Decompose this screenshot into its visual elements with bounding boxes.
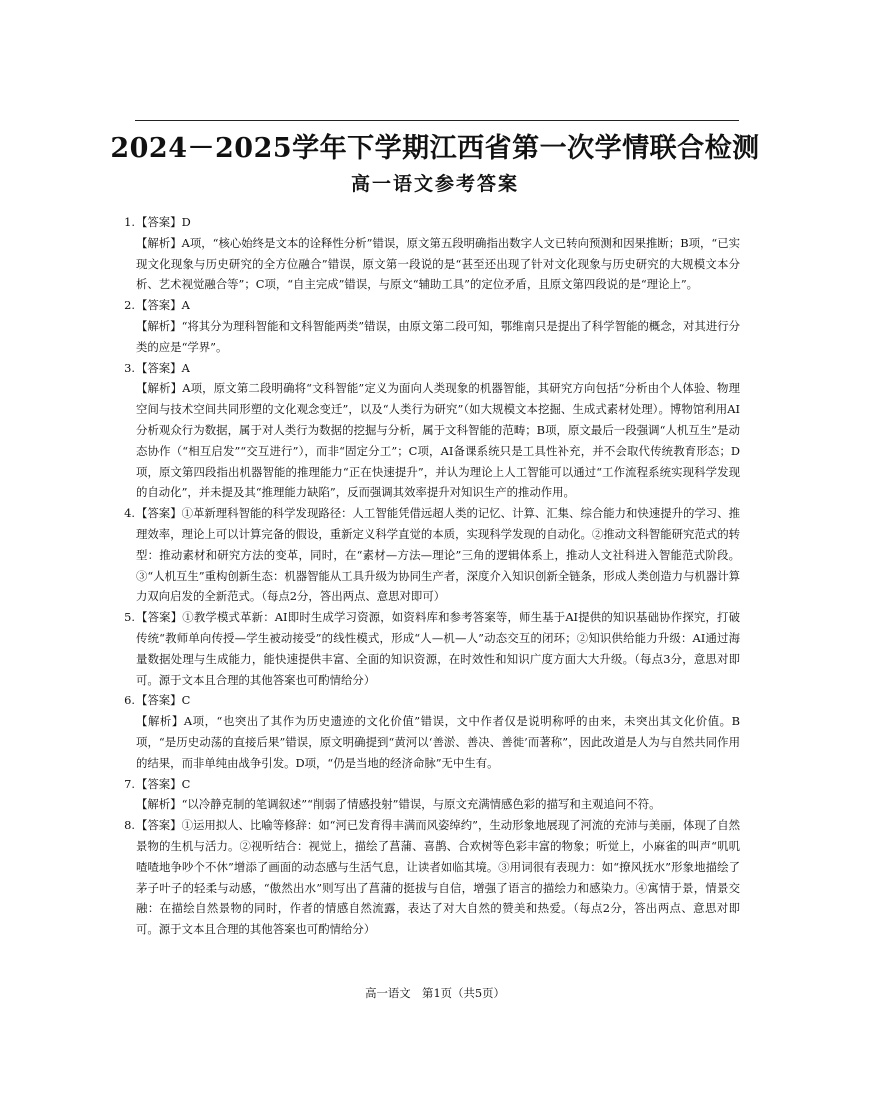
item-number: 8. bbox=[124, 818, 135, 833]
item-number: 2. bbox=[124, 298, 135, 313]
answer-key: 【答案】A bbox=[136, 298, 190, 313]
answer-item-1 bbox=[124, 212, 740, 295]
answer-item-2 bbox=[124, 295, 740, 357]
answer-text: 【答案】①革新理科智能的科学发现路径：人工智能凭借远超人类的记忆、计算、汇集、综合能力和快速提升的学习、推理效率，理论上可以计算完备的假设，重新定义科学直觉的本质，实现科学发现的自动化。②推动文科智能研究范式的转型：推动素材和研究方法的变革，同时，在“素材—方法—理论”三角的逻辑体系上，推动人文社科进入智能范式阶段。③“人机互生”重构创新生态：机器智能从工具升级为协同生产者，深度介入知识创新全链条，形成人类创造力与机器计算力双向启发的全新范式。（每点2分，答出两点、意思对即可） bbox=[136, 506, 740, 604]
analysis-text: 【解析】A项，“也突出了其作为历史遗迹的文化价值”错误，文中作者仅是说明称呼的由来，未突出其文化价值。B项，“是历史动荡的直接后果”错误，原文明确提到“黄河以‘善淤、善决、善徙’而著称”，因此改道是人为与自然共同作用的结果，而非单纯由战争引发。D项，“仍是当地的经济命脉”无中生有。 bbox=[136, 714, 740, 770]
answer-key: 【答案】C bbox=[136, 776, 191, 791]
item-number: 5. bbox=[124, 610, 135, 625]
answer-text: 【答案】①教学模式革新：AI即时生成学习资源，如资料库和参考答案等，师生基于AI提供的知识基础协作探究，打破传统“教师单向传授—学生被动接受”的线性模式，形成“人—机—人”动态交互的闭环；②知识供给能力升级：AI通过海量数据处理与生成能力，能快速提供丰富、全面的知识资源，在时效性和知识广度方面大大升级。（每点3分，意思对即可。源于文本且合理的其他答案也可酌情给分） bbox=[136, 610, 740, 687]
answer-key: 【答案】A bbox=[136, 360, 190, 375]
answer-text: 【答案】①运用拟人、比喻等修辞：如“河已发育得丰满而风姿绰约”，生动形象地展现了河流的充沛与美丽，体现了自然景物的生机与活力。②视听结合：视觉上，描绘了菖蒲、喜鹊、合欢树等色彩丰富的物象；听觉上，小麻雀的叫声“叽叽喳喳地争吵个不休”增添了画面的动态感与生活气息，让读者如临其境。③用词很有表现力：如“撩风抚水”形象地描绘了茅子叶子的轻柔与动感，“傲然出水”则写出了菖蒲的挺拔与自信，增强了语言的描绘力和感染力。④寓情于景，情景交融：在描绘自然景物的同时，作者的情感自然流露，表达了对大自然的赞美和热爱。（每点2分，答出两点、意思对即可。源于文本且合理的其他答案也可酌情给分） bbox=[136, 818, 740, 937]
item-number: 1. bbox=[124, 215, 135, 229]
analysis-text: 【解析】“将其分为理科智能和文科智能两类”错误，由原文第二段可知，鄂维南只是提出了科学智能的概念，对其进行分类的应是“学界”。 bbox=[136, 318, 740, 354]
answer-item-8 bbox=[124, 815, 740, 940]
analysis-text: 【解析】A项，原文第二段明确将“文科智能”定义为面向人类现象的机器智能，其研究方向包括“分析由个人体验、物理空间与技术空间共同形塑的文化观念变迁”，以及“人类行为研究”（如大规模文本挖掘、生成式素材处理）。博物馆利用AI分析观众行为数据，属于对人类行为数据的挖掘与分析，属于文科智能的范畴；B项，原文最后一段强调“人机互生”是动态协作（“相互启发”“交互进行”），而非“固定分工”；C项，AI备课系统只是工具性补充，并不会取代传统教育形态；D项，原文第四段指出机器智能的推理能力“正在快速提升”，并认为理论上人工智能可以通过“工作流程系统实现科学发现的自动化”，并未提及其“推理能力缺陷”，反而强调其效率提升对知识生产的推动作用。 bbox=[136, 381, 740, 500]
answer-item-5 bbox=[124, 607, 740, 690]
answer-list bbox=[124, 212, 740, 940]
answer-item-4 bbox=[124, 503, 740, 607]
top-rule bbox=[135, 120, 739, 121]
page-title: 2024－2025学年下学期江西省第一次学情联合检测 bbox=[110, 133, 760, 164]
answer-item-3 bbox=[124, 358, 740, 504]
answer-key: 【答案】D bbox=[136, 215, 191, 229]
item-number: 4. bbox=[124, 506, 135, 521]
answer-key: 【答案】C bbox=[136, 693, 191, 708]
item-number: 6. bbox=[124, 693, 135, 708]
analysis-text: 【解析】“以冷静克制的笔调叙述”“削弱了情感投射”错误，与原文充满情感色彩的描写和主观追问不符。 bbox=[136, 797, 661, 812]
answer-item-6 bbox=[124, 690, 740, 773]
analysis-text: 【解析】A项，“核心始终是文本的诠释性分析”错误，原文第五段明确指出数字人文已转向预测和因果推断；B项，“已实现文化现象与历史研究的全方位融合”错误，原文第一段说的是“甚至还出现了针对文化现象与历史研究的大规模文本分析、艺术视觉融合等”；C项，“自主完成”错误，与原文“辅助工具”的定位矛盾，且原文第四段说的是“理论上”。 bbox=[136, 235, 740, 292]
item-number: 7. bbox=[124, 776, 135, 791]
answer-item-7 bbox=[124, 774, 740, 816]
page-footer: 高一语文 第1页（共5页） bbox=[365, 986, 505, 1000]
item-number: 3. bbox=[124, 360, 135, 375]
page-subtitle: 高一语文参考答案 bbox=[350, 173, 519, 195]
